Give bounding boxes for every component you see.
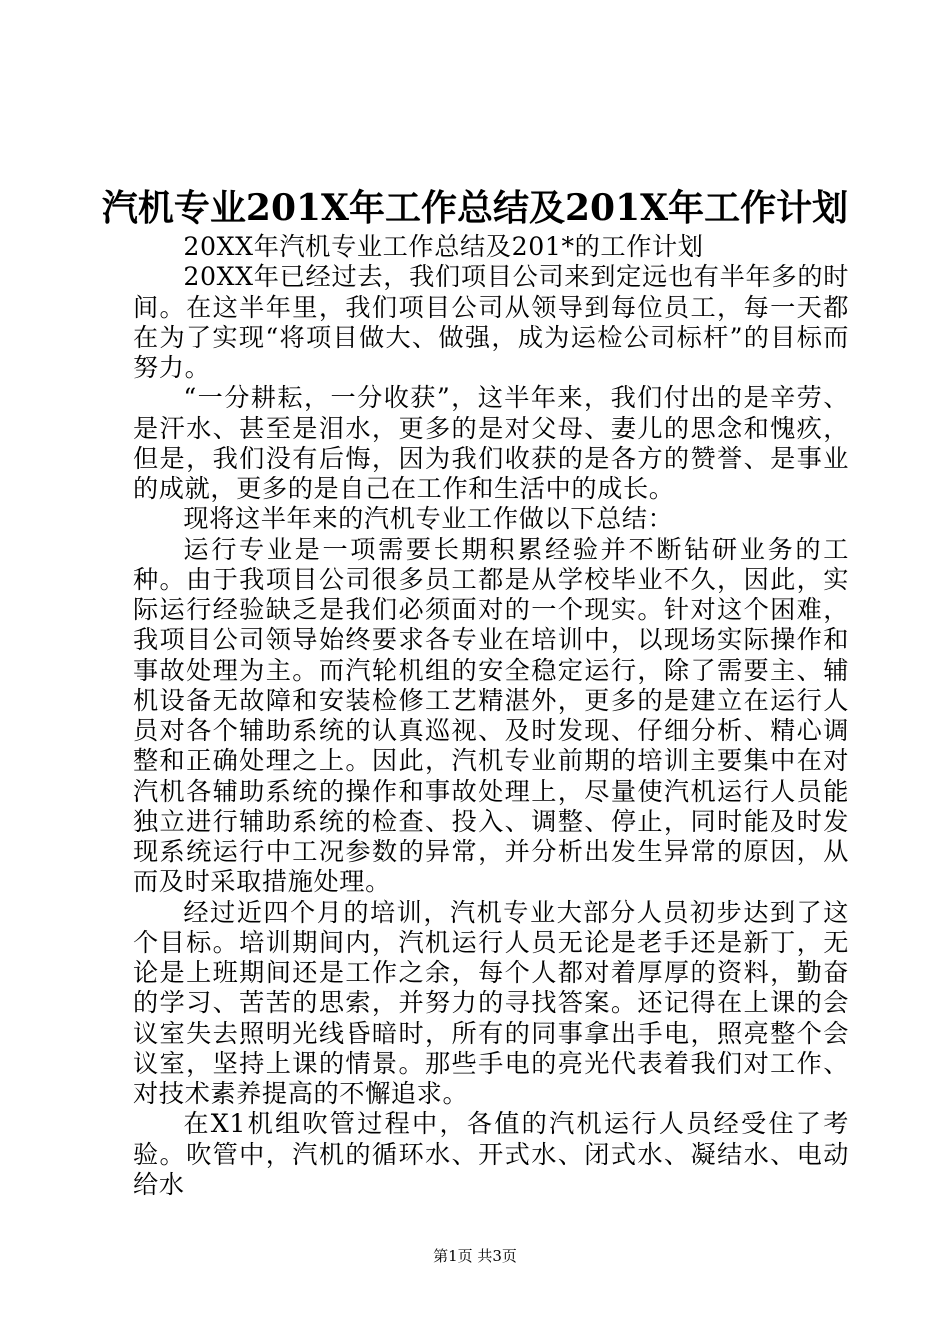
document-title: 汽机专业201X年工作总结及201X年工作计划	[101, 187, 849, 229]
body-paragraph: 运行专业是一项需要长期积累经验并不断钻研业务的工种。由于我项目公司很多员工都是从学校毕业不久，因此，实际运行经验缺乏是我们必须面对的一个现实。针对这个困难，我项目公司领导始终要求各专业在培训中，以现场实际操作和事故处理为主。而汽轮机组的安全稳定运行，除了需要主、辅机设备无故障和安装检修工艺精湛外，更多的是建立在运行人员对各个辅助系统的认真巡视、及时发现、仔细分析、精心调整和正确处理之上。因此，汽机专业前期的培训主要集中在对汽机各辅助系统的操作和事故处理上，尽量使汽机运行人员能独立进行辅助系统的检查、投入、调整、停止，同时能及时发现系统运行中工况参数的异常，并分析出发生异常的原因，从而及时采取措施处理。	[133, 534, 849, 897]
page-number-footer: 第1页 共3页	[433, 1247, 517, 1265]
body-paragraph: 经过近四个月的培训，汽机专业大部分人员初步达到了这个目标。培训期间内，汽机运行人员无论是老手还是新丁，无论是上班期间还是工作之余，每个人都对着厚厚的资料，勤奋的学习、苦苦的思索，并努力的寻找答案。还记得在上课的会议室失去照明光线昏暗时，所有的同事拿出手电，照亮整个会议室，坚持上课的情景。那些手电的亮光代表着我们对工作、对技术素养提高的不懈追求。	[133, 897, 849, 1108]
body-paragraph: 在X1机组吹管过程中，各值的汽机运行人员经受住了考验。吹管中，汽机的循环水、开式水、闭式水、凝结水、电动给水	[133, 1109, 849, 1199]
body-paragraph: 现将这半年来的汽机专业工作做以下总结：	[183, 504, 674, 534]
body-paragraph: “一分耕耘，一分收获”，这半年来，我们付出的是辛劳、是汗水、甚至是泪水，更多的是对父母、妻儿的思念和愧疚，但是，我们没有后悔，因为我们收获的是各方的赞誉、是事业的成就，更多的是自己在工作和生活中的成长。	[133, 383, 849, 503]
body-paragraph: 20XX年已经过去，我们项目公司来到定远也有半年多的时间。在这半年里，我们项目公司从领导到每位员工，每一天都在为了实现“将项目做大、做强，成为运检公司标杆”的目标而努力。	[133, 262, 849, 382]
document-body	[133, 232, 849, 1200]
subtitle-paragraph: 20XX年汽机专业工作总结及201*的工作计划	[183, 232, 704, 261]
